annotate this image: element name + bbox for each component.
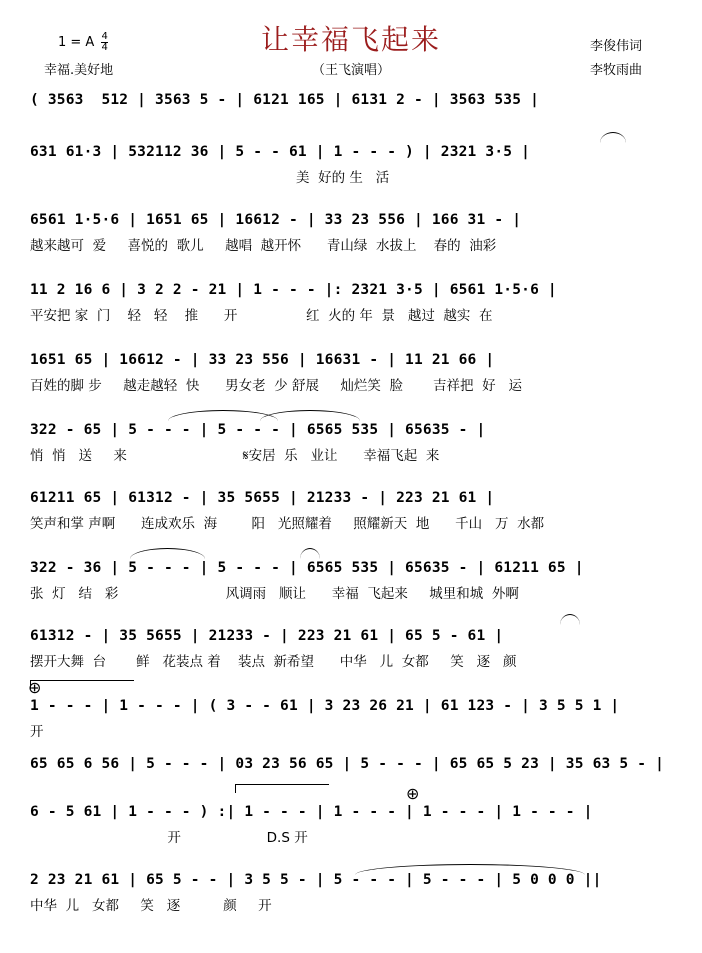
slur-mark (130, 548, 205, 559)
lyrics-line: 开 (30, 724, 44, 740)
lyrics-line: 越来越可 爱 喜悦的 歌儿 越唱 越开怀 青山绿 水拔上 春的 油彩 (30, 238, 497, 254)
song-title: 让幸福飞起来 (260, 23, 441, 56)
notation-line: 322 - 65 | 5 - - - | 5 - - - | 6565 535 | 65635 - | (30, 422, 486, 438)
key-signature: 1 = A (58, 35, 95, 50)
lyrics-line: 悄 悄 送 来 𝄋安居 乐 业让 幸福飞起 来 (30, 448, 440, 464)
notation-line: 1 - - - | 1 - - - | ( 3 - - 61 | 3 23 26 21 | 61 123 - | 3 5 5 1 | (30, 698, 620, 714)
time-signature-denominator: 4 (101, 42, 108, 53)
lyrics-line: 平安把 家 门 轻 轻 推 开 红 火的 年 景 越过 越实 在 (30, 308, 493, 324)
slur-mark (560, 614, 580, 625)
lyrics-line: 笑声和掌 声啊 连成欢乐 海 阳 光照耀着 照耀新天 地 千山 万 水都 (30, 516, 545, 532)
notation-line: 6 - 5 61 | 1 - - - ) :| 1 - - - | 1 - - - | 1 - - - | 1 - - - | (30, 804, 593, 820)
volta-bracket (235, 784, 329, 793)
lyricist-credit: 李俊伟词 (590, 39, 643, 54)
notation-line: 1651 65 | 16612 - | 33 23 556 | 16631 - | 11 21 66 | (30, 352, 495, 368)
notation-line: 11 2 16 6 | 3 2 2 - 21 | 1 - - - |: 2321 3·5 | 6561 1·5·6 | (30, 282, 557, 298)
slur-mark (600, 132, 626, 143)
lyrics-line: 张 灯 结 彩 风调雨 顺让 幸福 飞起来 城里和城 外啊 (30, 586, 519, 602)
notation-line: ( 3563 512 | 3563 5 - | 6121 165 | 6131 2 - | 3563 535 | (30, 92, 539, 108)
slur-mark (260, 410, 360, 421)
slur-mark (300, 548, 320, 559)
notation-line: 322 - 36 | 5 - - - | 5 - - - | 6565 535 | 65635 - | 61211 65 | (30, 560, 584, 576)
notation-line: 61211 65 | 61312 - | 35 5655 | 21233 - | 223 21 61 | (30, 490, 495, 506)
lyrics-line: 美 好的 生 活 (30, 170, 390, 186)
performer-credit: （王飞演唱） (311, 63, 390, 78)
composer-credit: 李牧雨曲 (590, 63, 643, 78)
coda-icon: ⊕ (406, 784, 420, 803)
lyrics-line: 摆开大舞 台 鲜 花装点 着 装点 新希望 中华 儿 女都 笑 逐 颜 (30, 654, 517, 670)
coda-icon: ⊕ (28, 678, 42, 697)
expression-marking: 幸福.美好地 (44, 63, 114, 78)
lyrics-line: 开 D.S 开 (30, 830, 308, 846)
notation-line: 6561 1·5·6 | 1651 65 | 16612 - | 33 23 556 | 166 31 - | (30, 212, 522, 228)
lyrics-line: 中华 儿 女都 笑 逐 颜 开 (30, 898, 272, 914)
slur-mark (355, 864, 585, 875)
notation-line: 631 61·3 | 532112 36 | 5 - - 61 | 1 - - - ) | 2321 3·5 | (30, 144, 531, 160)
notation-line: 2 23 21 61 | 65 5 - - | 3 5 5 - | 5 - - - | 5 - - - | 5 0 0 0 || (30, 872, 602, 888)
notation-line: 65 65 6 56 | 5 - - - | 03 23 56 65 | 5 - - - | 65 65 5 23 | 35 63 5 - | (30, 756, 665, 772)
volta-bracket (30, 680, 134, 689)
lyrics-line: 百姓的脚 步 越走越轻 快 男女老 少 舒展 灿烂笑 脸 吉祥把 好 运 (30, 378, 522, 394)
time-signature-numerator: 4 (101, 31, 108, 42)
notation-line: 61312 - | 35 5655 | 21233 - | 223 21 61 | 65 5 - 61 | (30, 628, 504, 644)
